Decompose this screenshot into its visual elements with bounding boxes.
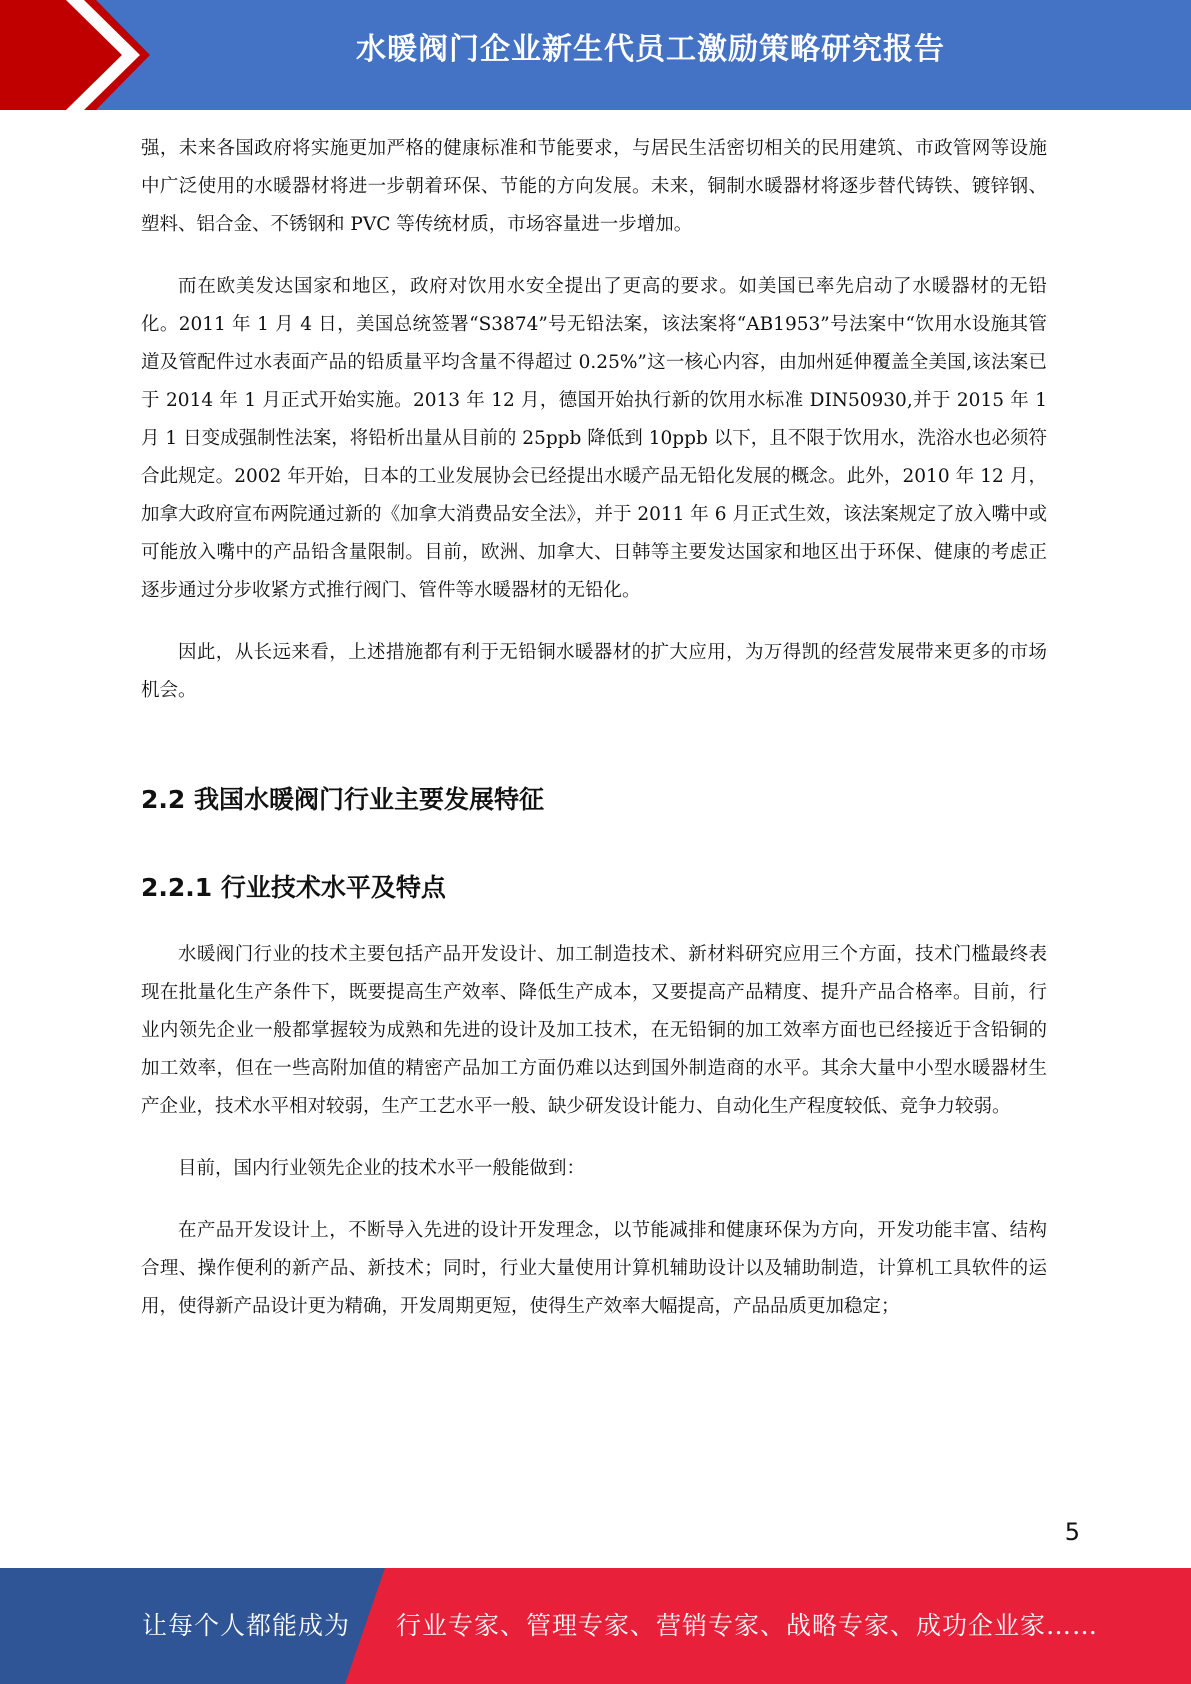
body-paragraph: 因此，从长远来看，上述措施都有利于无铅铜水暖器材的扩大应用，为万得凯的经营发展带来更多的市场机会。 [141,642,1047,701]
footer-slogan-left: 让每个人都能成为 [142,1611,351,1640]
report-title: 水暖阀门企业新生代员工激励策略研究报告 [356,32,945,67]
body-paragraph: 强，未来各国政府将实施更加严格的健康标准和节能要求，与居民生活密切相关的民用建筑、市政管网等设施中广泛使用的水暖器材将进一步朝着环保、节能的方向发展。未来，铜制水暖器材将逐步替代铸铁、镀锌钢、塑料、铝合金、不锈钢和 PVC 等传统材质，市场容量进一步增加。 [141,138,1047,235]
body-paragraph: 在产品开发设计上，不断导入先进的设计开发理念，以节能减排和健康环保为方向，开发功能丰富、结构合理、操作便利的新产品、新技术；同时，行业大量使用计算机辅助设计以及辅助制造，计算机工具软件的运用，使得新产品设计更为精确，开发周期更短，使得生产效率大幅提高，产品品质更加稳定； [141,1220,1047,1317]
page-content [141,130,1047,1326]
page-header [0,0,1191,110]
page-number: 5 [1064,1518,1080,1546]
body-paragraph: 水暖阀门行业的技术主要包括产品开发设计、加工制造技术、新材料研究应用三个方面，技术门槛最终表现在批量化生产条件下，既要提高生产效率、降低生产成本，又要提高产品精度、提升产品合格率。目前，行业内领先企业一般都掌握较为成熟和先进的设计及加工技术，在无铅铜的加工效率方面也已经接近于含铅铜的加工效率，但在一些高附加值的精密产品加工方面仍难以达到国外制造商的水平。其余大量中小型水暖器材生产企业，技术水平相对较弱，生产工艺水平一般、缺少研发设计能力、自动化生产程度较低、竞争力较弱。 [141,944,1047,1117]
body-paragraph: 目前，国内行业领先企业的技术水平一般能做到： [178,1158,586,1179]
section-heading-2-2-1: 2.2.1 行业技术水平及特点 [141,873,446,902]
body-paragraph: 而在欧美发达国家和地区，政府对饮用水安全提出了更高的要求。如美国已率先启动了水暖器材的无铅化。2011 年 1 月 4 日，美国总统签署“S3874”号无铅法案，该法案将“AB1953”号法案中“饮用水设施其管道及管配件过水表面产品的铅质量平均含量不得超过 0.25%”这一核心内容，由加州延伸覆盖全美国,该法案已于 2014 年 1 月正式开始实施。2013 年 12 月，德国开始执行新的饮用水标准 DIN50930,并于 2015 年 1 月 1 日变成强制性法案，将铅析出量从目前的 25ppb 降低到 10ppb 以下，且不限于饮用水，洗浴水也必须符合此规定。2002 年开始，日本的工业发展协会已经提出水暖产品无铅化发展的概念。此外，2010 年 12 月，加拿大政府宣布两院通过新的《加拿大消费品安全法》，并于 2011 年 6 月正式生效，该法案规定了放入嘴中或可能放入嘴中的产品铅含量限制。目前，欧洲、加拿大、日韩等主要发达国家和地区出于环保、健康的考虑正逐步通过分步收紧方式推行阀门、管件等水暖器材的无铅化。 [141,276,1047,601]
page-footer [0,1568,1191,1684]
header-arrow-decoration [0,0,160,110]
section-heading-2-2: 2.2 我国水暖阀门行业主要发展特征 [141,785,544,814]
footer-slogan-right: 行业专家、管理专家、营销专家、战略专家、成功企业家…… [396,1611,1099,1640]
